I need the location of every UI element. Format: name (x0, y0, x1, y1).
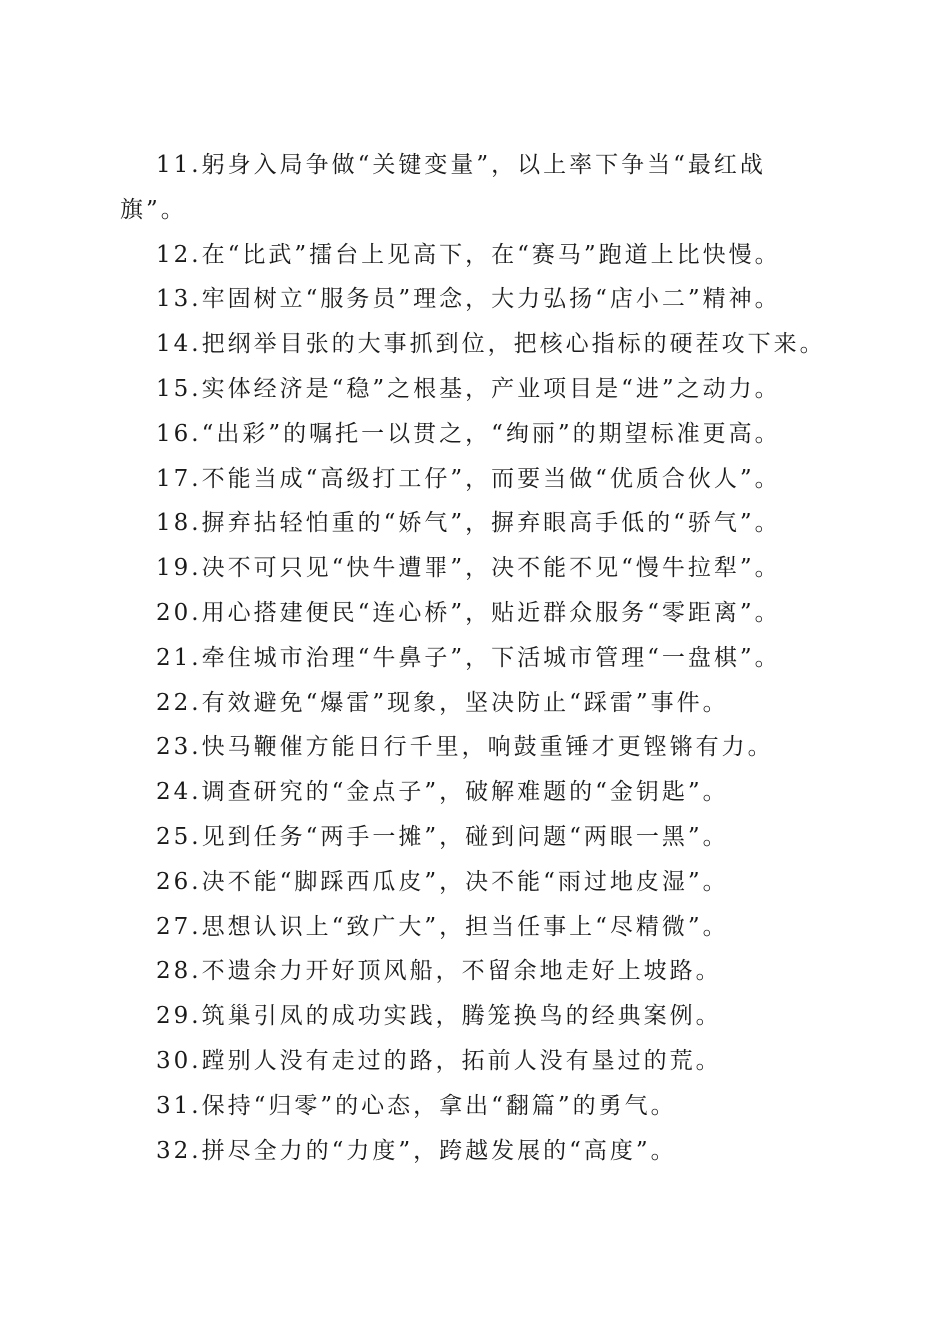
list-item: 13.牢固树立“服务员”理念，大力弘扬“店小二”精神。 (156, 286, 781, 313)
list-item: 31.保持“归零”的心态，拿出“翻篇”的勇气。 (156, 1092, 677, 1119)
list-item: 29.筑巢引凤的成功实践，腾笼换鸟的经典案例。 (156, 1003, 722, 1030)
list-item: 22.有效避免“爆雷”现象，坚决防止“踩雷”事件。 (156, 689, 729, 716)
list-item: 27.思想认识上“致广大”，担当任事上“尽精微”。 (156, 913, 729, 940)
list-item: 14.把纲举目张的大事抓到位，把核心指标的硬茬攻下来。 (156, 331, 826, 358)
list-item: 21.牵住城市治理“牛鼻子”，下活城市管理“一盘棋”。 (156, 644, 781, 671)
list-item: 15.实体经济是“稳”之根基，产业项目是“进”之动力。 (156, 375, 781, 402)
list-item: 17.不能当成“高级打工仔”，而要当做“优质合伙人”。 (156, 465, 781, 492)
list-item: 16.“出彩”的嘱托一以贯之，“绚丽”的期望标准更高。 (156, 420, 781, 447)
list-item: 23.快马鞭催方能日行千里，响鼓重锤才更铿锵有力。 (156, 734, 774, 761)
list-item: 32.拼尽全力的“力度”，跨越发展的“高度”。 (156, 1137, 677, 1164)
phrase-list (120, 143, 830, 1173)
list-item: 11.躬身入局争做“关键变量”，以上率下争当“最红战旗”。 (120, 152, 766, 223)
list-item: 30.蹚别人没有走过的路，拓前人没有垦过的荒。 (156, 1047, 722, 1074)
list-item: 12.在“比武”擂台上见高下，在“赛马”跑道上比快慢。 (156, 241, 781, 268)
list-item: 26.决不能“脚踩西瓜皮”，决不能“雨过地皮湿”。 (156, 868, 729, 895)
list-item: 25.见到任务“两手一摊”，碰到问题“两眼一黑”。 (156, 823, 729, 850)
list-item: 24.调查研究的“金点子”，破解难题的“金钥匙”。 (156, 779, 729, 806)
list-item: 19.决不可只见“快牛遭罪”，决不能不见“慢牛拉犁”。 (156, 555, 781, 582)
list-item: 28.不遗余力开好顶风船，不留余地走好上坡路。 (156, 958, 722, 985)
list-item: 18.摒弃拈轻怕重的“娇气”，摒弃眼高手低的“骄气”。 (156, 510, 781, 537)
list-item: 20.用心搭建便民“连心桥”，贴近群众服务“零距离”。 (156, 599, 781, 626)
